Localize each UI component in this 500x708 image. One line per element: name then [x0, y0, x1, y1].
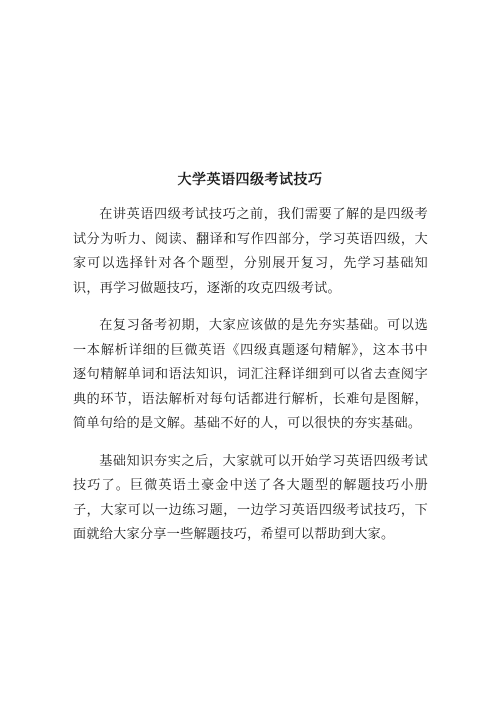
paragraph-1: 在讲英语四级考试技巧之前，我们需要了解的是四级考试分为听力、阅读、翻译和写作四部分，学习英语四级，大家可以选择针对各个题型，分别展开复习，先学习基础知识，再学习做题技巧，逐渐的攻克四级考试。	[73, 207, 428, 296]
document-title: 大学英语四级考试技巧	[177, 172, 323, 188]
document-body	[73, 203, 428, 548]
paragraph-3: 基础知识夯实之后，大家就可以开始学习英语四级考试技巧了。巨微英语土豪金中送了各大题型的解题技巧小册子，大家可以一边练习题，一边学习英语四级考试技巧，下面就给大家分享一些解题技巧，希望可以帮助到大家。	[73, 453, 428, 542]
paragraph-2: 在复习备考初期，大家应该做的是先夯实基础。可以选一本解析详细的巨微英语《四级真题逐句精解》，这本书中逐句精解单词和语法知识，词汇注释详细到可以省去查阅字典的环节，语法解析对每句话都进行解析，长难句是图解，简单句给的是文解。基础不好的人，可以很快的夯实基础。	[73, 318, 428, 431]
